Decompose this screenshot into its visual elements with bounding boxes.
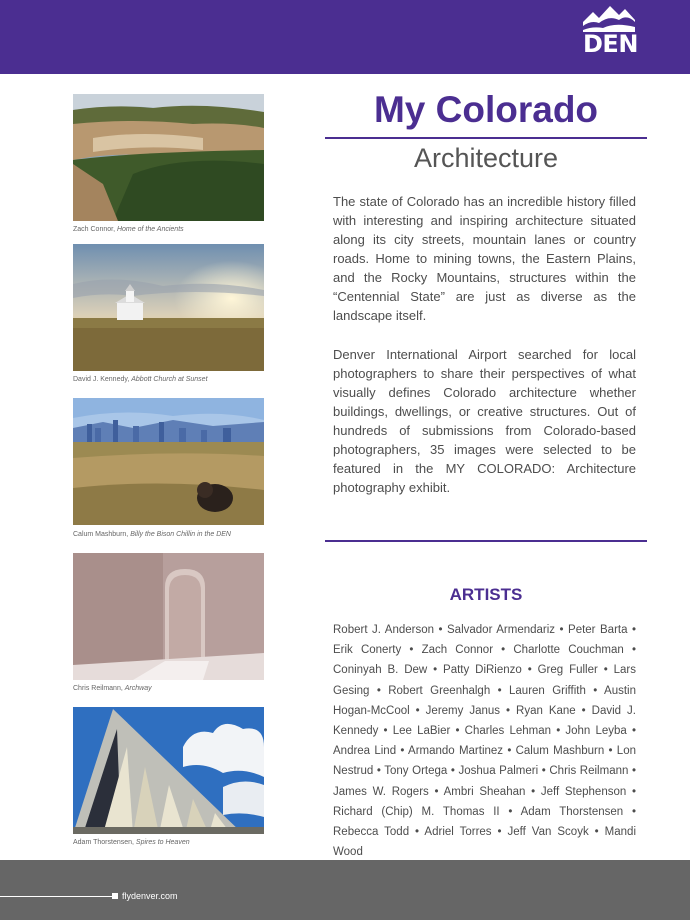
artists-list: Robert J. Anderson • Salvador Armendariz • Peter Barta • Erik Conerty • Zach Connor • Charlotte Couchman • Coninyah B. Dew • Patty DiRienzo • Greg Fuller • Lars Gesing • Robert Greenhalgh • Lauren Griffith • Austin Hogan-McCool • Jeremy Janus • Ryan Kane • David J. Kennedy • Lee LaBier • Charles Lehman • John Leyba • Andrea Lind • Armando Martinez • Calum Mashburn • Lon Nestrud • Tony Ortega • Joshua Palmeri • Chris Reilmann • James W. Rogers • Ambri Sheahan • Jeff Stephenson • Richard (Chip) M. Thomas II • Adam Thorstensen • Rebecca Todd • Adriel Torres • Jeff Van Scoyk • Mandi Wood bbox=[333, 624, 636, 859]
page-title: My Colorado bbox=[373, 89, 599, 130]
divider bbox=[325, 540, 647, 542]
photo-caption: Zach Connor, Home of the Ancients bbox=[73, 226, 184, 233]
header-bar bbox=[0, 0, 690, 74]
photo-caption: David J. Kennedy, Abbott Church at Sunset bbox=[73, 376, 208, 383]
photo-caption: Chris Reilmann, Archway bbox=[73, 685, 152, 692]
photo-archway bbox=[73, 553, 264, 680]
mountain-peaks-icon bbox=[583, 0, 635, 32]
photo-billy-the-bison bbox=[73, 398, 264, 525]
photo-caption: Calum Mashburn, Billy the Bison Chillin in the DEN bbox=[73, 531, 231, 538]
divider bbox=[325, 137, 647, 139]
intro-paragraph: The state of Colorado has an incredible history filled with interesting and inspiring architecture situated along its city streets, mountain lanes or country roads. Home to mining towns, the Eastern Plains, and the Rocky Mountains, structures within the “Centennial State” are just as diverse as the landscape itself. bbox=[333, 194, 636, 323]
photo-home-of-the-ancients bbox=[73, 94, 264, 221]
footer-website-link[interactable]: flydenver.com bbox=[122, 891, 178, 901]
footer-line bbox=[0, 896, 112, 897]
footer-bullet bbox=[112, 893, 118, 899]
photo-caption: Adam Thorstensen, Spires to Heaven bbox=[73, 839, 190, 846]
artists-heading: ARTISTS bbox=[449, 585, 523, 604]
page-subtitle: Architecture bbox=[413, 143, 559, 173]
photo-abbott-church bbox=[73, 244, 264, 371]
logo-text: DEN bbox=[583, 30, 638, 58]
den-logo[interactable] bbox=[583, 0, 638, 58]
photo-spires-to-heaven bbox=[73, 707, 264, 834]
exhibit-paragraph: Denver International Airport searched for local photographers to share their perspectives of what visually defines Colorado architecture whether buildings, dwellings, or creative structures. Out of hundreds of submissions from Colorado-based photographers, 35 images were selected to be featured in the MY COLORADO: Architecture photography exhibit. bbox=[333, 347, 636, 495]
footer-bar bbox=[0, 860, 690, 920]
